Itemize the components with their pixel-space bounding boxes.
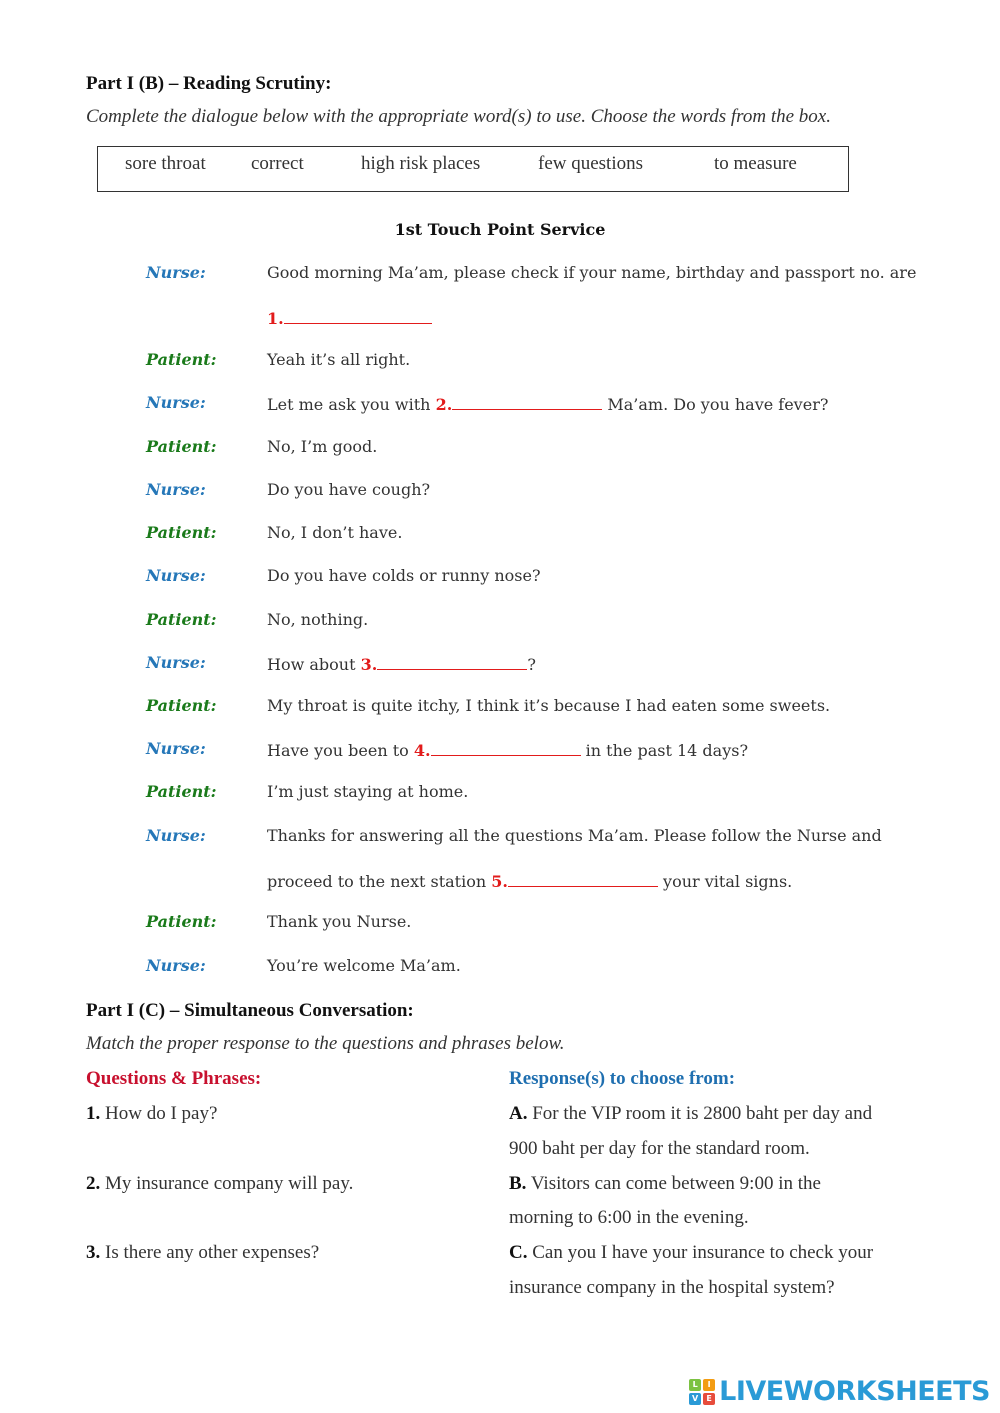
- speaker-patient: Patient:: [146, 437, 217, 456]
- blank-number: 4.: [413, 741, 431, 760]
- line-text: Ma’am. Do you have fever?: [602, 395, 829, 414]
- speaker-nurse: Nurse:: [146, 480, 206, 499]
- speaker-patient: Patient:: [146, 912, 217, 931]
- response-letter: A.: [509, 1103, 528, 1124]
- liveworksheets-logo: [689, 1376, 990, 1407]
- dialogue-line: Thanks for answering all the questions Ma’am. Please follow the Nurse and: [267, 826, 882, 845]
- dialogue-line: My throat is quite itchy, I think it’s because I had eaten some sweets.: [267, 696, 831, 715]
- line-text: How about: [267, 655, 361, 674]
- response-text: Visitors can come between 9:00 in the: [526, 1173, 821, 1194]
- response-text-cont: insurance company in the hospital system?: [509, 1277, 835, 1298]
- blank-number: 1.: [267, 309, 284, 328]
- response-item[interactable]: [509, 1242, 873, 1264]
- dialogue-line: You’re welcome Ma’am.: [267, 956, 461, 975]
- dialogue-line: [267, 739, 748, 760]
- question-number: 1.: [86, 1103, 101, 1124]
- question-text: Is there any other expenses?: [100, 1242, 320, 1263]
- response-text: Can you I have your insurance to check your: [527, 1242, 874, 1263]
- speaker-nurse: Nurse:: [146, 566, 206, 585]
- dialogue-line: Good morning Ma’am, please check if your name, birthday and passport no. are: [267, 263, 917, 282]
- dialogue-line: I’m just staying at home.: [267, 782, 469, 801]
- part-c-heading: Part I (C) – Simultaneous Conversation:: [86, 1000, 414, 1021]
- line-text: in the past 14 days?: [580, 741, 749, 760]
- answer-blank-5[interactable]: [508, 870, 658, 887]
- dialogue-line: [267, 870, 792, 891]
- question-number: 3.: [86, 1242, 101, 1263]
- dialogue-line: Yeah it’s all right.: [267, 350, 411, 369]
- speaker-nurse: Nurse:: [146, 956, 206, 975]
- blank-number: 3.: [360, 655, 378, 674]
- questions-header: Questions & Phrases:: [86, 1068, 262, 1089]
- response-item[interactable]: [509, 1173, 821, 1195]
- question-text: My insurance company will pay.: [100, 1173, 354, 1194]
- response-letter: B.: [509, 1173, 527, 1194]
- question-text: How do I pay?: [100, 1103, 218, 1124]
- speaker-patient: Patient:: [146, 350, 217, 369]
- blank-number: 2.: [435, 395, 453, 414]
- question-item[interactable]: [86, 1242, 319, 1264]
- dialogue-line: [267, 653, 536, 674]
- line-text: your vital signs.: [657, 872, 793, 891]
- word-option[interactable]: high risk places: [361, 153, 481, 174]
- speaker-nurse: Nurse:: [146, 263, 206, 282]
- logo-square: E: [703, 1393, 715, 1405]
- response-text: For the VIP room it is 2800 baht per day and: [527, 1103, 873, 1124]
- dialogue-line: No, I’m good.: [267, 437, 378, 456]
- dialogue-line: No, nothing.: [267, 610, 369, 629]
- word-option[interactable]: correct: [251, 153, 304, 174]
- speaker-nurse: Nurse:: [146, 653, 206, 672]
- blank-number: 5.: [491, 872, 508, 891]
- line-text: ?: [527, 655, 536, 674]
- dialogue-line: Do you have colds or runny nose?: [267, 566, 541, 585]
- line-text: proceed to the next station: [267, 872, 492, 891]
- question-item[interactable]: [86, 1173, 353, 1195]
- response-item[interactable]: [509, 1103, 872, 1125]
- speaker-patient: Patient:: [146, 782, 217, 801]
- speaker-patient: Patient:: [146, 610, 217, 629]
- answer-blank-2[interactable]: [452, 393, 602, 410]
- response-letter: C.: [509, 1242, 528, 1263]
- answer-blank-4[interactable]: [431, 739, 581, 756]
- dialogue-line: Do you have cough?: [267, 480, 431, 499]
- answer-blank-1[interactable]: [284, 307, 432, 324]
- speaker-nurse: Nurse:: [146, 393, 206, 412]
- question-number: 2.: [86, 1173, 101, 1194]
- responses-header: Response(s) to choose from:: [509, 1068, 736, 1089]
- response-text-cont: morning to 6:00 in the evening.: [509, 1207, 749, 1228]
- speaker-nurse: Nurse:: [146, 739, 206, 758]
- dialogue-title: 1st Touch Point Service: [394, 220, 606, 239]
- speaker-nurse: Nurse:: [146, 826, 206, 845]
- part-b-instruction: Complete the dialogue below with the appropriate word(s) to use. Choose the words from the box.: [86, 106, 831, 127]
- logo-square: L: [689, 1379, 701, 1391]
- line-text: Let me ask you with: [267, 395, 436, 414]
- logo-icon: [689, 1379, 715, 1405]
- part-c-instruction: Match the proper response to the questions and phrases below.: [86, 1033, 565, 1054]
- question-item[interactable]: [86, 1103, 217, 1125]
- logo-square: V: [689, 1393, 701, 1405]
- response-text-cont: 900 baht per day for the standard room.: [509, 1138, 810, 1159]
- word-option[interactable]: few questions: [538, 153, 644, 174]
- dialogue-line: Thank you Nurse.: [267, 912, 412, 931]
- line-text: Have you been to: [267, 741, 414, 760]
- dialogue-line: [267, 393, 828, 414]
- dialogue-line: No, I don’t have.: [267, 523, 403, 542]
- logo-text: LIVEWORKSHEETS: [719, 1376, 990, 1407]
- answer-blank-3[interactable]: [377, 653, 527, 670]
- speaker-patient: Patient:: [146, 523, 217, 542]
- word-option[interactable]: sore throat: [125, 153, 206, 174]
- speaker-patient: Patient:: [146, 696, 217, 715]
- part-b-heading: Part I (B) – Reading Scrutiny:: [86, 73, 332, 94]
- word-option[interactable]: to measure: [714, 153, 797, 174]
- logo-square: I: [703, 1379, 715, 1391]
- dialogue-line: [267, 307, 432, 328]
